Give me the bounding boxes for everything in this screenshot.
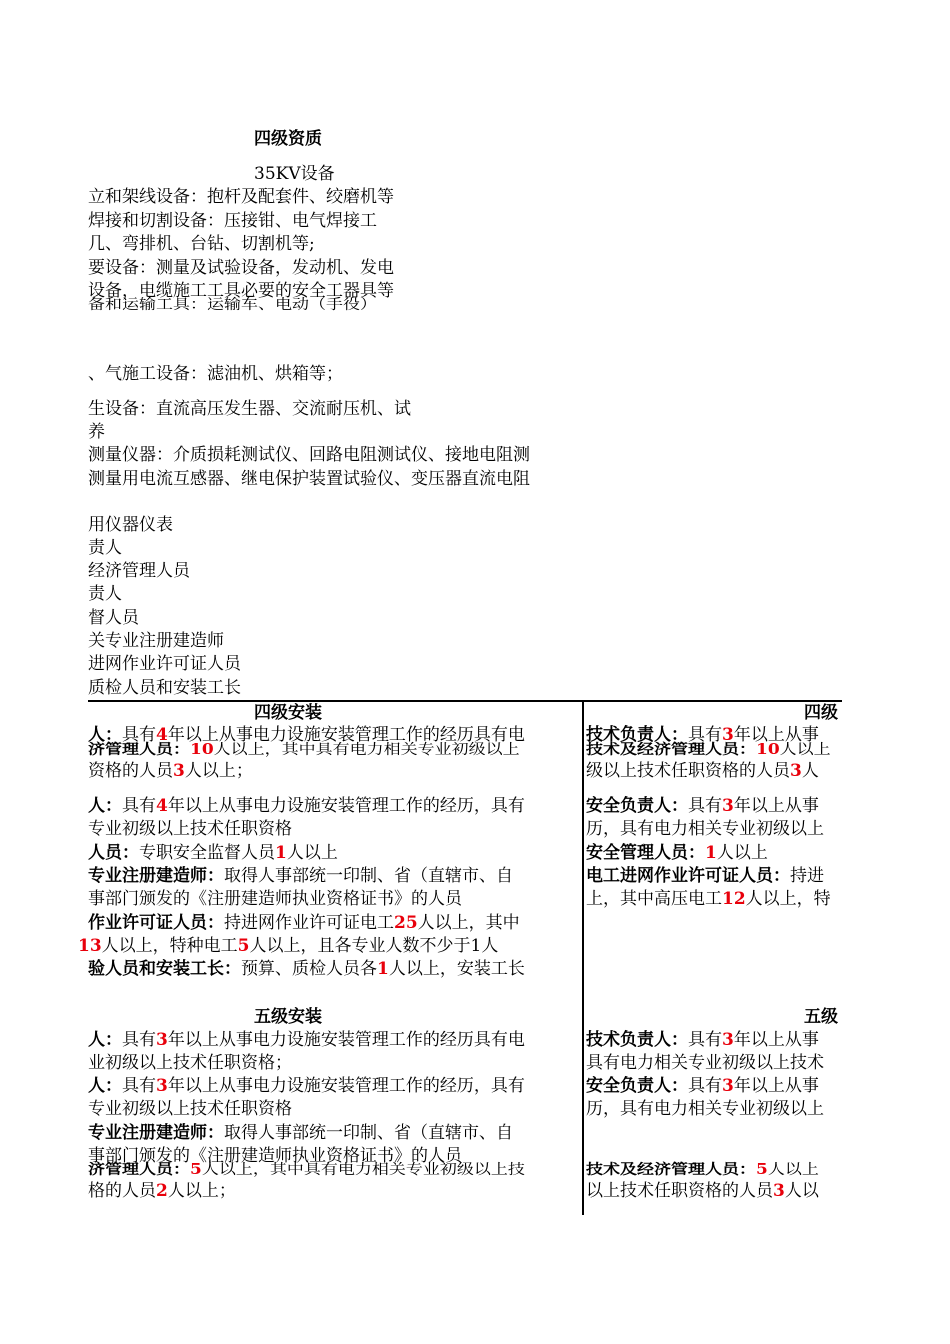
requirement-line: 专业初级以上技术任职资格 <box>88 819 292 839</box>
requirement-line: 人：具有4年以上从事电力设施安装管理工作的经历具有电 <box>88 725 525 745</box>
requirement-line: 专业初级以上技术任职资格 <box>88 1099 292 1119</box>
equipment-line: 设备，电缆施工工具必要的安全工器具等 <box>88 281 394 301</box>
personnel-line: 责人 <box>88 538 122 558</box>
requirement-line: 作业许可证人员：持进网作业许可证电工25人以上，其中 <box>88 913 520 933</box>
right-column <box>586 0 842 1344</box>
requirement-line-overlapped: 技术及经济管理人员：10人以上 <box>586 741 831 759</box>
requirement-line: 格的人员2人以上； <box>88 1181 236 1201</box>
equipment-subtitle: 35KV设备 <box>254 164 335 184</box>
requirement-line: 级以上技术任职资格的人员3人 <box>586 761 819 781</box>
requirement-line: 人：具有3年以上从事电力设施安装管理工作的经历，具有 <box>88 1076 525 1096</box>
requirement-line: 13人以上，特种电工5人以上，且各专业人数不少于1人 <box>78 936 499 956</box>
column-divider <box>582 700 584 1215</box>
equipment-line: 养 <box>88 422 105 442</box>
equipment-line: 几、弯排机、台钻、切割机等; <box>88 234 315 254</box>
equipment-line: 焊接和切割设备：压接钳、电气焊接工 <box>88 211 377 231</box>
personnel-line: 质检人员和安装工长 <box>88 678 241 698</box>
personnel-line: 经济管理人员 <box>88 561 190 581</box>
equipment-line-overlapped: 备和运输工具：运输车、电动（手役） <box>88 296 377 314</box>
requirement-line: 电工进网作业许可证人员：持进 <box>586 866 824 886</box>
requirement-line: 业初级以上技术任职资格； <box>88 1053 292 1073</box>
requirement-line: 技术负责人：具有3年以上从事 <box>586 725 819 745</box>
equipment-line: 测量仪器：介质损耗测试仪、回路电阻测试仪、接地电阻测 <box>88 445 530 465</box>
requirement-line: 资格的人员3人以上； <box>88 761 253 781</box>
personnel-line: 责人 <box>88 584 122 604</box>
requirement-line: 技术负责人：具有3年以上从事 <box>586 1030 819 1050</box>
requirement-line: 人：具有4年以上从事电力设施安装管理工作的经历，具有 <box>88 796 525 816</box>
section-title-level5-right: 五级 <box>804 1007 838 1027</box>
requirement-line: 事部门颁发的《注册建造师执业资格证书》的人员 <box>88 1146 462 1166</box>
requirement-line: 历，具有电力相关专业初级以上 <box>586 819 824 839</box>
requirement-line-overlapped: 济管理人员：10人以上，其中具有电力相关专业初级以上 <box>88 741 520 759</box>
requirement-line: 验人员和安装工长：预算、质检人员各1人以上，安装工长 <box>88 959 525 979</box>
requirement-line: 人员：专职安全监督人员1人以上 <box>88 843 338 863</box>
equipment-line: 测量用电流互感器、继电保护装置试验仪、变压器直流电阻 <box>88 469 530 489</box>
requirement-line-overlapped: 济管理人员：5人以上，其中具有电力相关专业初级以上技 <box>88 1161 525 1179</box>
requirement-line: 历，具有电力相关专业初级以上 <box>586 1099 824 1119</box>
requirement-line-overlapped: 技术及经济管理人员：5人以上 <box>586 1161 819 1179</box>
requirement-line: 安全负责人：具有3年以上从事 <box>586 1076 819 1096</box>
requirement-line: 专业注册建造师：取得人事部统一印制、省（直辖市、自 <box>88 1123 513 1143</box>
requirement-line: 以上技术任职资格的人员3人以 <box>586 1181 819 1201</box>
personnel-line: 用仪器仪表 <box>88 515 173 535</box>
requirement-line: 具有电力相关专业初级以上技术 <box>586 1053 824 1073</box>
personnel-line: 关专业注册建造师 <box>88 631 224 651</box>
requirement-line: 事部门颁发的《注册建造师执业资格证书》的人员 <box>88 889 462 909</box>
requirement-line: 人：具有3年以上从事电力设施安装管理工作的经历具有电 <box>88 1030 525 1050</box>
section-title-level4-qualification: 四级资质 <box>254 129 322 149</box>
personnel-line: 督人员 <box>88 608 139 628</box>
left-column <box>78 0 582 1344</box>
section-title-level4-right: 四级 <box>804 703 838 723</box>
equipment-line: 立和架线设备：抱杆及配套件、绞磨机等 <box>88 187 394 207</box>
requirement-line: 安全负责人：具有3年以上从事 <box>586 796 819 816</box>
section-title-level4-install: 四级安装 <box>254 703 322 723</box>
section-title-level5-install: 五级安装 <box>254 1007 322 1027</box>
equipment-line: 生设备：直流高压发生器、交流耐压机、试 <box>88 399 411 419</box>
personnel-line: 进网作业许可证人员 <box>88 654 241 674</box>
requirement-line: 安全管理人员：1人以上 <box>586 843 768 863</box>
requirement-line: 专业注册建造师：取得人事部统一印制、省（直辖市、自 <box>88 866 513 886</box>
requirement-line: 上，其中高压电工12人以上，特 <box>586 889 831 909</box>
equipment-line: 、气施工设备：滤油机、烘箱等； <box>88 364 343 384</box>
equipment-line: 要设备：测量及试验设备，发动机、发电 <box>88 258 394 278</box>
